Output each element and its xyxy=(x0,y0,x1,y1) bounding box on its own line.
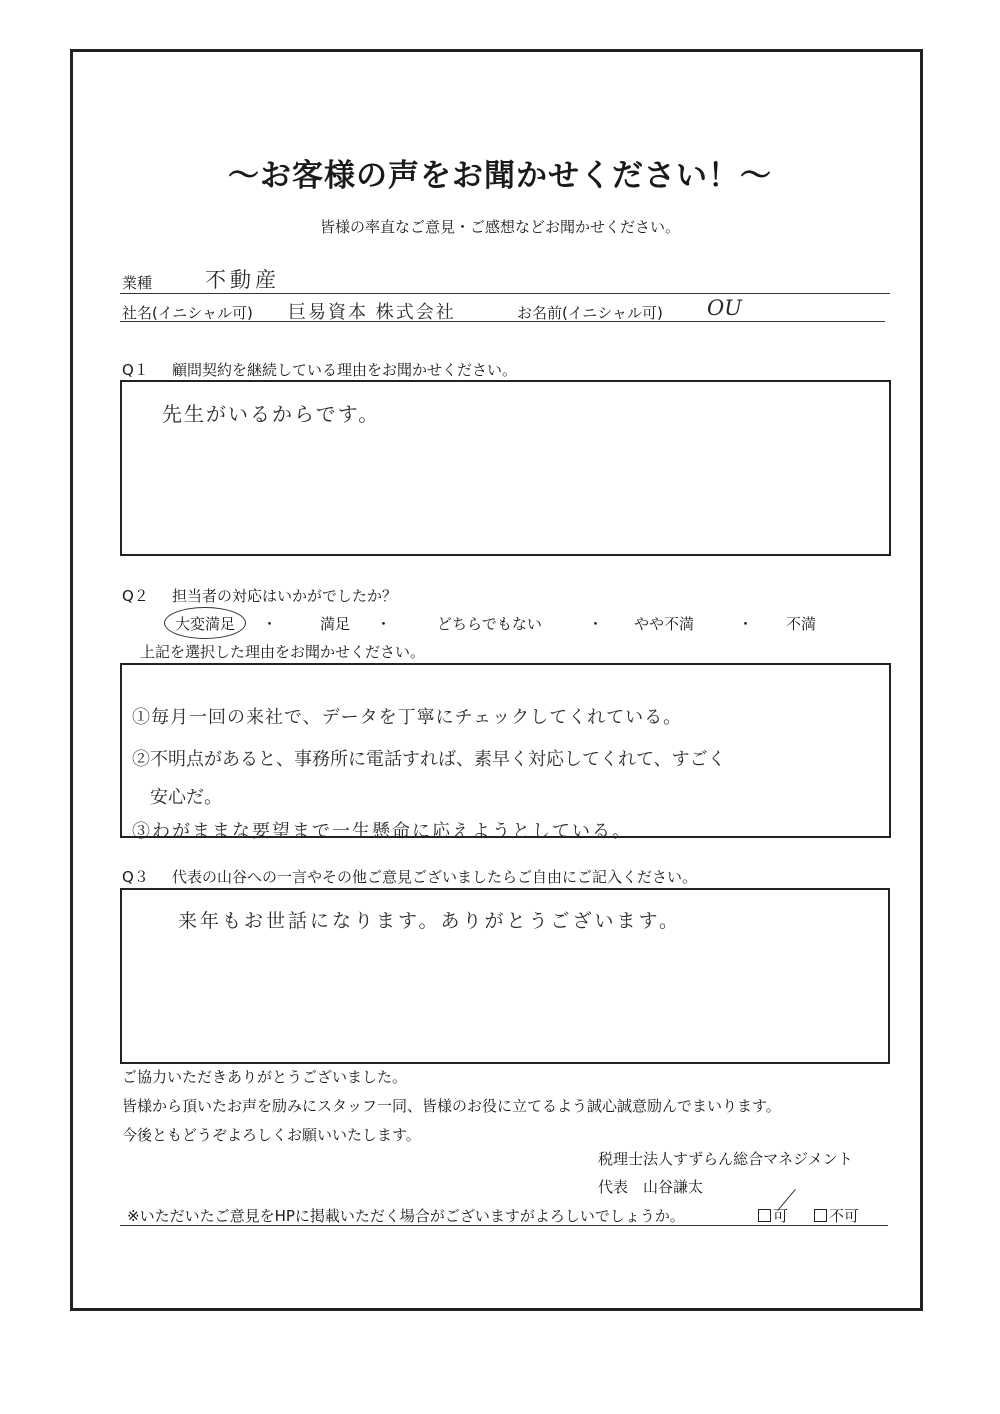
closing-thanks: ご協力いただきありがとうございました。 xyxy=(122,1068,408,1086)
company-label: 社名(イニシャル可) xyxy=(122,304,253,322)
q2-option-dissatisfied[interactable]: 不満 xyxy=(786,615,817,633)
q3-answer-text: 来年もお世話になります。ありがとうございます。 xyxy=(178,910,681,932)
q3-number: Q３ xyxy=(122,868,149,886)
q2-separator: ・ xyxy=(588,615,604,633)
consent-underline xyxy=(120,1225,888,1226)
representative-signature: 代表 山谷謙太 xyxy=(598,1178,704,1196)
q2-question: 担当者の対応はいかがでしたか？ xyxy=(172,587,398,605)
company-signature: 税理士法人すずらん総合マネジメント xyxy=(598,1150,853,1168)
company-value[interactable]: 巨易資本 株式会社 xyxy=(288,302,456,323)
q1-question: 顧問契約を継続している理由をお聞かせください。 xyxy=(172,361,518,379)
q2-number: Q２ xyxy=(122,587,149,605)
q2-separator: ・ xyxy=(738,615,754,633)
q2-option-satisfied[interactable]: 満足 xyxy=(320,615,351,633)
name-value[interactable]: OU xyxy=(707,296,742,320)
industry-label: 業種 xyxy=(122,274,153,292)
consent-no[interactable] xyxy=(814,1205,859,1226)
q2-answer-box[interactable] xyxy=(120,663,891,842)
q2-option-very-satisfied[interactable]: 大変満足 xyxy=(175,615,236,633)
consent-yes-checkbox[interactable] xyxy=(758,1209,771,1222)
q3-answer-box[interactable] xyxy=(120,888,890,1064)
consent-no-label: 不可 xyxy=(829,1207,860,1225)
q2-reason-prompt: 上記を選択した理由をお聞かせください。 xyxy=(140,643,426,661)
company-underline xyxy=(120,321,885,322)
q3-question: 代表の山谷への一言やその他ご意見ございましたらご自由にご記入ください。 xyxy=(172,868,698,886)
industry-underline xyxy=(120,293,890,294)
consent-yes[interactable] xyxy=(758,1205,788,1226)
consent-question: ※いただいたご意見をHPに掲載いただく場合がございますがよろしいでしょうか。 xyxy=(127,1207,685,1225)
form-title: 〜お客様の声をお聞かせください！〜 xyxy=(228,158,772,194)
consent-no-checkbox[interactable] xyxy=(814,1209,827,1222)
consent-yes-label: 可 xyxy=(773,1207,789,1225)
selected-option-circle xyxy=(164,607,246,639)
q2-answer-line: 安心だ。 xyxy=(150,787,222,808)
q2-separator: ・ xyxy=(376,615,392,633)
q2-answer-line: ②不明点があると、事務所に電話すれば、素早く対応してくれて、すごく xyxy=(132,749,726,770)
closing-regards: 今後ともどうぞよろしくお願いいたします。 xyxy=(122,1126,421,1144)
q2-separator: ・ xyxy=(262,615,278,633)
q1-number: Q１ xyxy=(122,361,149,379)
q2-option-dissatisfied-slightly[interactable]: やや不満 xyxy=(634,615,695,633)
q1-answer-box[interactable] xyxy=(120,380,891,556)
industry-value[interactable]: 不動産 xyxy=(205,268,280,292)
q2-answer-line: ①毎月一回の来社で、データを丁寧にチェックしてくれている。 xyxy=(132,707,683,728)
q2-answer-line: ③わがままな要望まで一生懸命に応えようとしている。 xyxy=(132,821,632,842)
q2-option-neutral[interactable]: どちらでもない xyxy=(437,615,542,633)
q1-answer-text: 先生がいるからです。 xyxy=(162,402,381,426)
form-subtitle: 皆様の率直なご意見・ご感想などお聞かせください。 xyxy=(319,218,680,236)
name-label: お名前(イニシャル可) xyxy=(517,304,663,322)
closing-message: 皆様から頂いたお声を励みにスタッフ一同、皆様のお役に立てるよう誠心誠意励んでまいります。 xyxy=(122,1097,781,1115)
